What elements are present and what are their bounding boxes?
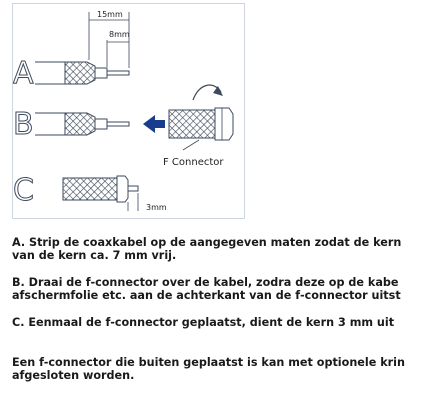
step-letter-c: C <box>13 173 34 208</box>
step-c-illustration <box>13 173 167 212</box>
braid-shield <box>65 62 95 84</box>
mounted-connector-nut <box>117 176 128 202</box>
step-b-illustration <box>13 85 233 168</box>
dim-3mm-label: 3mm <box>146 203 167 212</box>
step-a-line-2: van de kern ca. 7 mm vrij. <box>12 249 177 262</box>
note-text <box>12 356 429 382</box>
step-b-line-1: B. Draai de f-connector over de kabel, zodra deze op de kabe <box>12 276 399 289</box>
center-conductor <box>107 71 129 75</box>
step-letter-b: B <box>13 107 34 142</box>
step-c-text <box>12 316 429 329</box>
step-a-text <box>12 236 429 262</box>
diagram-panel <box>12 3 245 219</box>
step-b-line-2: afschermfolie etc. aan de achterkant van de f-connector uitst <box>12 289 401 302</box>
coax-diagram <box>13 4 246 220</box>
braid-shield <box>65 113 95 135</box>
step-a-line-1: A. Strip de coaxkabel op de aangegeven maten zodat de kern <box>12 236 402 249</box>
dim-8mm-label: 8mm <box>109 30 130 39</box>
dielectric <box>95 68 107 78</box>
step-a-illustration <box>13 10 130 91</box>
protruding-core <box>128 186 138 191</box>
push-arrow-icon <box>143 115 165 133</box>
twist-arrow-head <box>213 86 223 96</box>
step-letter-a: A <box>13 56 34 91</box>
f-connector-label: F Connector <box>163 157 224 168</box>
mounted-connector-body <box>63 178 117 200</box>
f-connector-nut <box>215 108 233 140</box>
note-line-1: Een f-connector die buiten geplaatst is kan met optionele krin <box>12 356 405 369</box>
f-connector-body <box>169 110 215 138</box>
dim-15mm-label: 15mm <box>97 10 123 19</box>
step-b-text <box>12 276 429 302</box>
connector-leader-line <box>183 140 199 150</box>
note-line-2: afgesloten worden. <box>12 369 135 382</box>
step-c-line-1: C. Eenmaal de f-connector geplaatst, dient de kern 3 mm uit <box>12 316 395 329</box>
instructions <box>12 236 429 382</box>
center-conductor <box>107 122 129 126</box>
dielectric <box>95 119 107 129</box>
